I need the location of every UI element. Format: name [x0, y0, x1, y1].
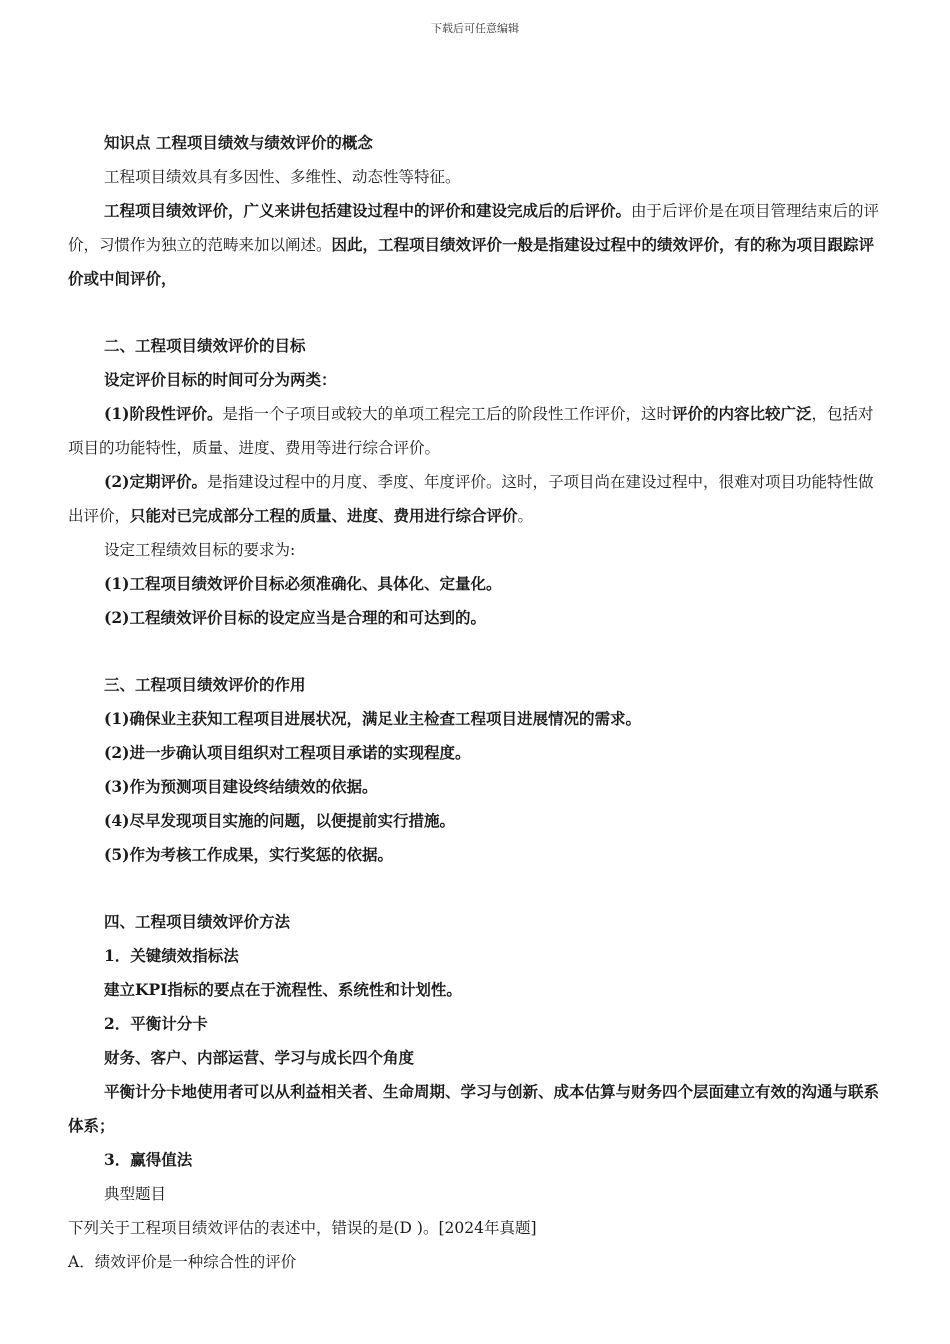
paragraph: 设定评价目标的时间可分为两类：	[104, 370, 337, 389]
list-item	[68, 465, 880, 533]
list-item: (1)工程项目绩效评价目标必须准确化、具体化、定量化。	[104, 574, 502, 593]
paragraph: 设定工程绩效目标的要求为:	[104, 541, 296, 559]
bold-text: 因此，工程项目绩效评价一般是指建设过程中的绩效评价，有的称为项目跟踪评价或中间评价，	[68, 235, 875, 288]
text: 。	[517, 507, 534, 525]
option-a: A．绩效评价是一种综合性的评价	[68, 1253, 297, 1271]
bold-text: (2)定期评价。	[104, 472, 207, 491]
text: ，包括对项目的功能特性，质量、进度、费用等进行综合评价。	[68, 405, 874, 457]
method-heading: 3．赢得值法	[104, 1150, 193, 1169]
method-heading: 2．平衡计分卡	[104, 1014, 208, 1033]
page-header: 下载后可任意编辑	[431, 22, 519, 35]
list-item: (2)进一步确认项目组织对工程项目承诺的实现程度。	[104, 743, 471, 762]
paragraph: 平衡计分卡地使用者可以从利益相关者、生命周期、学习与创新、成本估算与财务四个层面建立有效的沟通与联系体系；	[68, 1082, 880, 1135]
bold-text: (1)阶段性评价。	[104, 404, 223, 423]
paragraph: 典型题目	[104, 1185, 167, 1203]
method-heading: 1．关键绩效指标法	[104, 946, 239, 965]
paragraph: 工程项目绩效具有多因性、多维性、动态性等特征。	[104, 168, 461, 186]
list-item: (1)确保业主获知工程项目进展状况，满足业主检查工程项目进展情况的需求。	[104, 709, 641, 728]
text: 是指一个子项目或较大的单项工程完工后的阶段性工作评价，这时	[222, 405, 672, 423]
text: 是指建设过程中的月度、季度、年度评价。这时，子项目尚在建设过程中，很难对项目功能特性做出评价，	[68, 473, 874, 525]
document-body	[68, 126, 880, 1279]
question: 下列关于工程项目绩效评估的表述中，错误的是(D )。[2024年真题]	[68, 1219, 537, 1237]
list-item: (3)作为预测项目建设终结绩效的依据。	[104, 777, 378, 796]
section-title-concept: 知识点 工程项目绩效与绩效评价的概念	[104, 133, 373, 152]
list-item: (2)工程绩效评价目标的设定应当是合理的和可达到的。	[104, 608, 486, 627]
list-item: (4)尽早发现项目实施的问题，以便提前实行措施。	[104, 811, 455, 830]
bold-text: 只能对已完成部分工程的质量、进度、费用进行综合评价	[130, 506, 518, 525]
paragraph: 财务、客户、内部运营、学习与成长四个角度	[104, 1048, 415, 1067]
section-title-role: 三、工程项目绩效评价的作用	[104, 675, 306, 694]
text: 由于后评价是在项目管理结束后的评价，习惯作为独立的范畴来加以阐述。	[68, 202, 880, 254]
list-item	[68, 397, 880, 465]
paragraph	[68, 194, 880, 296]
bold-text: 工程项目绩效评价，广义来讲包括建设过程中的评价和建设完成后的后评价。	[104, 201, 632, 220]
section-title-methods: 四、工程项目绩效评价方法	[104, 912, 291, 931]
paragraph: 建立KPI指标的要点在于流程性、系统性和计划性。	[104, 980, 462, 999]
section-title-goals: 二、工程项目绩效评价的目标	[104, 336, 306, 355]
list-item: (5)作为考核工作成果，实行奖惩的依据。	[104, 845, 393, 864]
bold-text: 评价的内容比较广泛	[671, 404, 812, 423]
